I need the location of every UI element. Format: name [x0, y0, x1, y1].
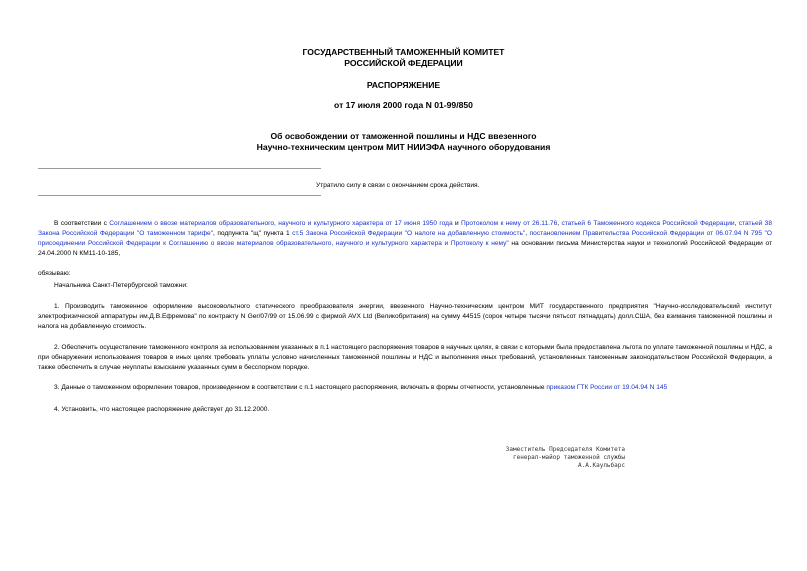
preamble-text: на основании письма Министерства науки и технологий Российской Федерации от 24.04.2000 N КМ11-10-185, — [38, 240, 772, 257]
item-3-paragraph — [38, 383, 772, 393]
link-customs-code-art6[interactable]: статьей 6 Таможенного кодекса Российской Федерации — [561, 220, 735, 227]
addressee-text: Начальника Санкт-Петербургской таможни: — [54, 282, 188, 289]
preamble-text: В соответствии с — [54, 220, 110, 227]
committee-name-line1: ГОСУДАРСТВЕННЫЙ ТАМОЖЕННЫЙ КОМИТЕТ — [302, 47, 505, 57]
item-1-paragraph: 1. Производить таможенное оформление высоковольтного статического преобразователя энергии, ввезенного Научно-техническим центром МИТ государственного предприятия "Научно-исследовательский институт электрофизической аппаратуры им.Д.В.Ефремова" по контракту N Ger/07/99 от 15.06.99 с фирмой AVX Ltd (Великобритания) на сумму 44515 (сорок четыре тысячи пятьсот пятнадцать) долл.США, без взимания таможенной пошлины и налога на добавленную стоимость. — [38, 303, 772, 330]
link-order-145[interactable]: приказом ГТК России от 19.04.94 N 145 — [546, 384, 668, 391]
status-note: Утратило силу в связи с окончанием срока действия. — [316, 182, 480, 189]
document-type: РАСПОРЯЖЕНИЕ — [366, 80, 441, 90]
preamble-text: , — [557, 220, 562, 227]
divider-bottom — [38, 195, 321, 196]
link-agreement-1950[interactable]: Соглашением о ввозе материалов образовательного, научного и культурного характера от 17 июня 1950 года — [109, 220, 453, 227]
link-protocol-1976[interactable]: Протоколом к нему от 26.11.76 — [460, 220, 558, 227]
preamble-text: и — [452, 220, 461, 227]
link-government-resolution-795[interactable]: постановлением Правительства Российской Федерации от 06.07.94 N 795 — [529, 230, 763, 237]
preamble-text: , подпункта "щ" пункта 1 — [213, 230, 293, 237]
signature-position: Заместитель Председателя Комитета — [505, 446, 625, 453]
preamble-text: , — [734, 220, 739, 227]
link-customs-tariff-law-art38[interactable]: статьей 38 Закона Российской Федерации "О таможенном тарифе" — [38, 220, 772, 237]
document-date-number: от 17 июля 2000 года N 01-99/850 — [334, 100, 473, 110]
item-4-paragraph: 4. Установить, что настоящее распоряжение действует до 31.12.2000. — [54, 406, 270, 413]
signature-rank: генерал-майор таможенной службы — [513, 454, 625, 461]
signature-block — [430, 446, 625, 470]
item-2-paragraph: 2. Обеспечить осуществление таможенного контроля за использованием указанных в п.1 настоящего распоряжения товаров в научных целях, в связи с которыми была предоставлена льгота по уплате таможенной пошлины и НДС, а при обнаружении использования товаров в иных целях требовать уплаты условно начисленных таможенной пошлины и НДС и выполнения иных требований, установленных таможенным законодательством Российской Федерации, а также обеспечить в случае неуплаты взыскание указанных сумм в бесспорном порядке. — [38, 344, 772, 371]
preamble-paragraph — [38, 219, 772, 259]
document-subject-line2: Научно-техническим центром МИТ НИИЭФА научного оборудования — [256, 142, 551, 152]
preamble-text: , — [525, 230, 530, 237]
divider-top — [38, 168, 321, 169]
item-3-text: 3. Данные о таможенном оформлении товаров, произведенном в соответствии с п.1 настоящего распоряжения, включать в формы отчетности, установленные — [54, 384, 547, 391]
obligation-text: обязываю: — [38, 270, 71, 277]
link-resolution-title[interactable]: "О присоединении Российской Федерации к Соглашению о ввозе материалов образовательного, научного и культурного характера и Протоколу к нему" — [38, 230, 772, 247]
committee-name-line2: РОССИЙСКОЙ ФЕДЕРАЦИИ — [344, 58, 463, 68]
link-vat-law-art5[interactable]: ст.5 Закона Российской Федерации "О налоге на добавленную стоимость" — [292, 230, 526, 237]
signature-name: А.А.Каульбарс — [578, 462, 625, 469]
document-subject-line1: Об освобождении от таможенной пошлины и НДС ввезенного — [270, 131, 537, 141]
